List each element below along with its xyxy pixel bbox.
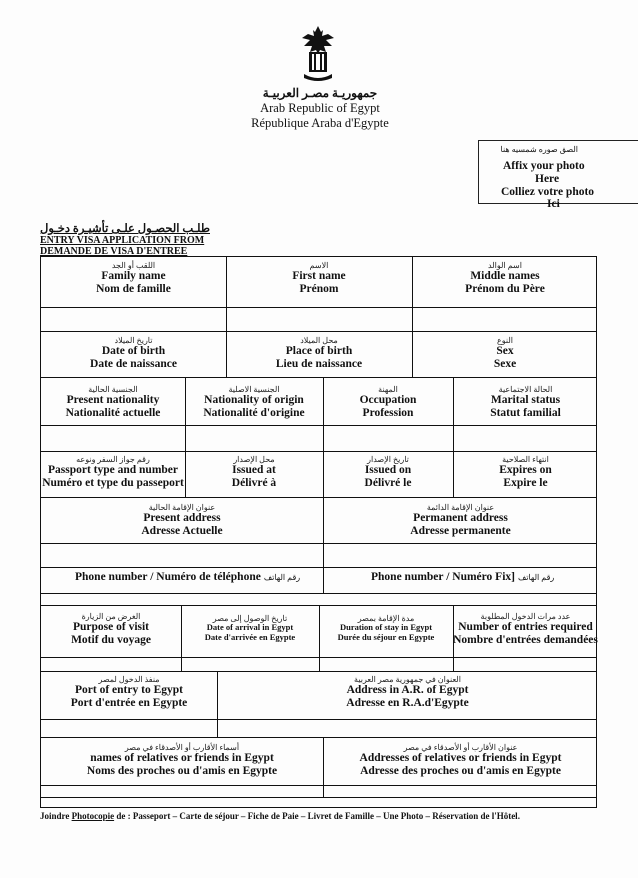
issued-on-label: تاريخ الإصدار Issued on Délivré le <box>364 455 412 490</box>
attachments-note: Joindre Photocopie de : Passeport – Carte de séjour – Fiche de Paie – Livret de Famille – Une Photo – Réservation de l'Hôtel. <box>40 811 520 821</box>
first-name-label: الاسم First name Prénom <box>292 261 346 296</box>
port-entry-label: منفذ الدخول لمصر Port of entry to Egypt Port d'entrée en Egypte <box>70 675 188 710</box>
header-arabic: جمهوريـة مصـر العربيـة <box>262 86 378 100</box>
present-address-label: عنوان الإقامة الحالية Present address Adresse Actuelle <box>141 503 223 538</box>
row-divider <box>41 797 596 798</box>
issued-at-label: محل الإصدار Issued at Délivré à <box>231 455 277 490</box>
duration-stay-label: مدة الإقامة بمصر Duration of stay in Egypt Durée du séjour en Egypte <box>337 614 435 642</box>
sex-label: النوع Sex Sexe <box>493 336 517 371</box>
photo-box-line1: Affix your photo <box>503 160 585 172</box>
marital-status-label: الحالة الاجتماعية Marital status Statut familial <box>490 385 561 420</box>
relatives-names-label: أسماء الأقارب أو الأصدقاء في مصر names of relatives or friends in Egypt Noms des proches ou d'amis en Egypte <box>86 743 278 778</box>
present-nationality-label: الجنسية الحالية Present nationality Nationalité actuelle <box>65 385 161 420</box>
form-title-english: ENTRY VISA APPLICATION FROM <box>40 235 205 246</box>
eagle-emblem-icon <box>296 24 340 84</box>
row-divider <box>41 671 596 672</box>
photo-box[interactable] <box>478 140 638 210</box>
relatives-addresses-label: عنوان الأقارب أو الأصدقاء في مصر Addresses of relatives or friends in Egypt Adresse des proches ou d'amis en Egypte <box>359 743 562 778</box>
form-title-arabic: طلـب الحصـول علـى تأشيـرة دخـول <box>40 223 210 235</box>
row-divider <box>41 425 596 426</box>
header-english: Arab Republic of Egypt <box>260 101 380 115</box>
permanent-address-label: عنوان الإقامة الدائمة Permanent address Adresse permanente <box>410 503 511 538</box>
photo-box-arabic: الصق صوره شمسيه هنا <box>500 145 578 154</box>
phone-number-label: Phone number / Numéro de téléphone رقم الهاتف <box>75 571 301 583</box>
family-name-label: اللقب أو الجد Family name Nom de famille <box>96 261 171 296</box>
row-divider <box>41 719 596 720</box>
row-divider <box>41 567 596 568</box>
purpose-visit-label: الغرض من الزيارة Purpose of visit Motif du voyage <box>71 612 151 647</box>
nationality-origin-label: الجنسية الاصلية Nationality of origin Nationalité d'origine <box>203 385 305 420</box>
photo-box-line4: Ici <box>547 198 560 210</box>
place-of-birth-label: محل الميلاد Place of birth Lieu de naissance <box>275 336 363 371</box>
row-divider <box>41 785 596 786</box>
fixed-phone-label: Phone number / Numéro Fix] رقم الهاتف <box>371 571 555 583</box>
row-divider <box>41 737 596 738</box>
row-divider <box>41 593 596 594</box>
row-divider <box>41 451 596 452</box>
row-divider <box>41 331 596 332</box>
row-divider <box>41 543 596 544</box>
visa-form-table <box>40 256 597 808</box>
middle-names-label: اسم الوالد Middle names Prénom du Père <box>465 261 545 296</box>
address-egypt-label: العنوان في جمهورية مصر العربية Address in A.R. of Egypt Adresse en R.A.d'Egypte <box>346 675 469 710</box>
row-divider <box>41 307 596 308</box>
form-title-french: DEMANDE DE VISA D'ENTREE <box>40 246 188 257</box>
date-of-birth-label: تاريخ الميلاد Date of birth Date de naissance <box>90 336 177 371</box>
occupation-label: المهنة Occupation Profession <box>359 385 417 420</box>
row-divider <box>41 377 596 378</box>
expires-on-label: انتهاء الصلاحية Expires on Expire le <box>499 455 552 490</box>
header-french: République Araba d'Egypte <box>251 116 389 130</box>
photo-box-line2: Here <box>535 173 560 185</box>
passport-type-label: رقم جواز السفر ونوعه Passport type and number Numéro et type du passeport <box>42 455 184 490</box>
date-arrival-label: تاريخ الوصول إلى مصر Date of arrival in Egypt Date d'arrivée en Egypte <box>204 614 296 642</box>
entries-required-label: عدد مرات الدخول المطلوبة Number of entries required Nombre d'entrées demandées <box>453 612 598 647</box>
row-divider <box>41 497 596 498</box>
photo-box-line3: Colliez votre photo <box>501 186 595 198</box>
